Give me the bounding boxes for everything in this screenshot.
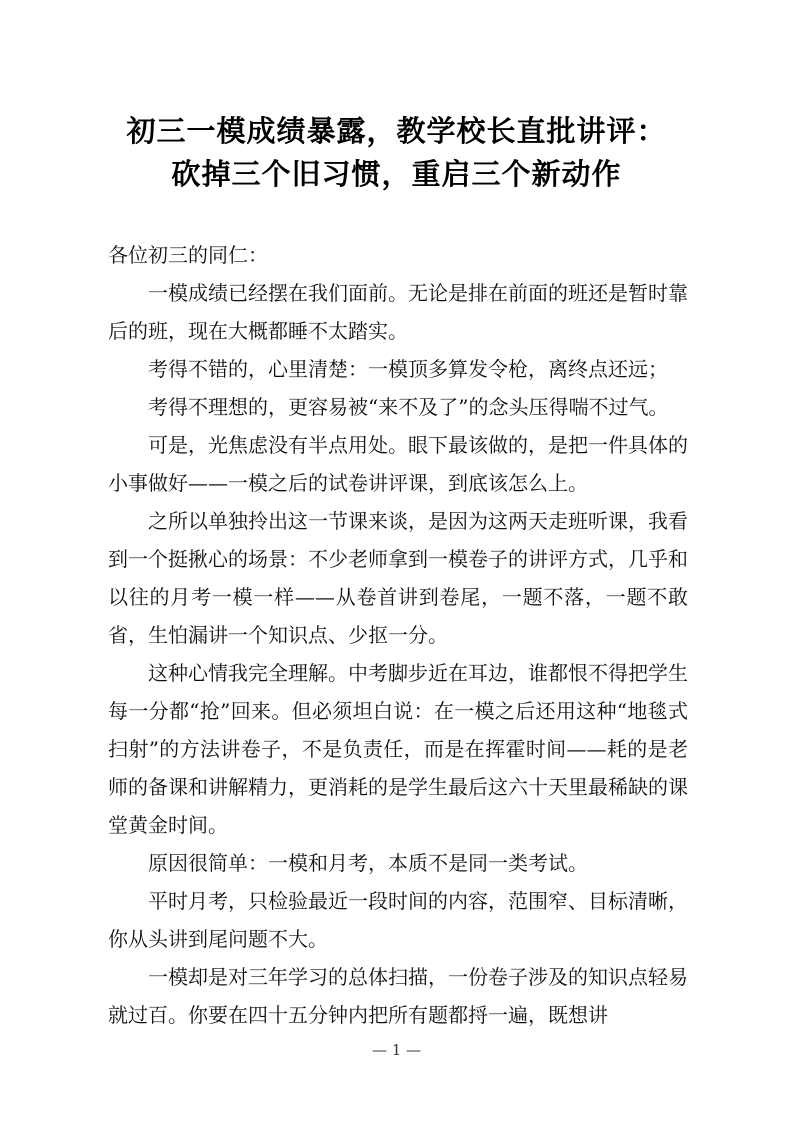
page-number: — 1 — <box>371 1041 422 1059</box>
paragraph: 原因很简单：一模和月考，本质不是同一类考试。 <box>148 851 588 875</box>
paragraph: 平时月考，只检验最近一段时间的内容，范围窄、目标清晰，你从头讲到尾问题不大。 <box>108 889 688 951</box>
paragraph: 一模却是对三年学习的总体扫描，一份卷子涉及的知识点轻易就过百。你要在四十五分钟内把所有题都捋一遍，既想讲 <box>108 965 688 1027</box>
document-title-line1: 初三一模成绩暴露，教学校长直批讲评： <box>126 114 667 148</box>
document-title-line2: 砍掉三个旧习惯，重启三个新动作 <box>171 157 622 191</box>
paragraph: 考得不错的，心里清楚：一模顶多算发令枪，离终点还远； <box>148 357 668 381</box>
document-body <box>108 236 688 1034</box>
paragraph: 考得不理想的，更容易被“来不及了”的念头压得喘不过气。 <box>148 395 669 419</box>
paragraph: 可是，光焦虑没有半点用处。眼下最该做的，是把一件具体的小事做好——一模之后的试卷讲评课，到底该怎么上。 <box>108 433 688 495</box>
paragraph: 之所以单独拎出这一节课来谈，是因为这两天走班听课，我看到一个挺揪心的场景：不少老师拿到一模卷子的讲评方式，几乎和以往的月考一模一样——从卷首讲到卷尾，一题不落，一题不敢省，生怕漏讲一个知识点、少抠一分。 <box>108 509 688 647</box>
salutation: 各位初三的同仁： <box>108 243 268 267</box>
paragraph: 这种心情我完全理解。中考脚步近在耳边，谁都恨不得把学生每一分都“抢”回来。但必须坦白说：在一模之后还用这种“地毯式扫射”的方法讲卷子，不是负责任，而是在挥霍时间——耗的是老师的备课和讲解精力，更消耗的是学生最后这六十天里最稀缺的课堂黄金时间。 <box>108 661 688 837</box>
paragraph: 一模成绩已经摆在我们面前。无论是排在前面的班还是暂时靠后的班，现在大概都睡不太踏实。 <box>108 281 688 343</box>
